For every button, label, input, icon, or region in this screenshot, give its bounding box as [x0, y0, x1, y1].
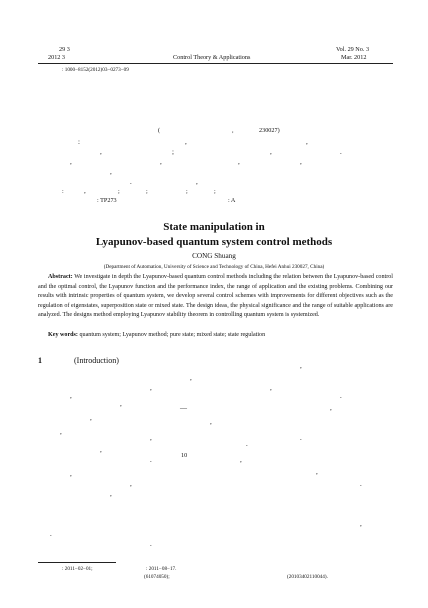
footnote-revised: : 2011−08−17. — [146, 566, 177, 572]
section-title: (Introduction) — [74, 356, 119, 365]
section-number: 1 — [38, 356, 42, 365]
cn-keywords-mark-0: : — [62, 188, 64, 195]
abstract-text: We investigate in depth the Lyapunov-based quantum control methods including the relation between the Lyapunov-based control and the optimal control, the Lyapunov function and the performance index, the range of application and the existing problems. Combining our results with intrinsic properties of quantum system, we develop several control schemes with improvements for different objectives such as the regulation of eigenstates, superposition state or mixed state. The design ideas, the physical significance and the range of suitable applications are analyzed. The designs method employing Lyapunov stability theorem in controlling quantum system is systemized. — [38, 274, 393, 319]
document-code: : A — [228, 197, 236, 204]
cn-keywords-mark-3: ; — [186, 188, 188, 195]
paper-page: 29 3 2012 3 Control Theory & Applications Vol. 29 No. 3 Mar. 2012 : 1000−8152(2012)03−0273−09 ( , 230027) : , , , ; , . , , , , , . , , : ; ; ; ; : TP273 : A State manipulation in Lyapunov-based quantum system control methods CONG Shuang (Department of Automation, University of Science and Technology of China, Hefei Anhui 230027, China) Abstract: We investigate in depth the Lyapunov-based quantum control methods including the relation between the Lyapunov-based control and the optimal control, the Lyapunov function and the performance index, the range of application and the existing problems. Combining our results with intrinsic properties of quantum system, we develop several control schemes with improvements for different objectives such as the regulation of eigenstates, superposition state or mixed state. The design ideas, the physical significance and the range of suitable applications are analyzed. The designs method employing Lyapunov stability theorem in controlling quantum system is systemized. Key words: quantum system; Lyapunov method; pure state; mixed state; state regulation 1 (Introduction) , , , , , . , — , , , , , . . , . , , , , . , , . . 10 : 2011−02−01; : 2011−08−17. (61074050); (20103402110044). — [0, 0, 428, 608]
abstract-label: Abstract: — [48, 274, 73, 280]
reference-number: 10 — [181, 452, 188, 459]
footnote-grant-1: (61074050); — [144, 574, 170, 580]
cn-keywords-mark-4: ; — [214, 188, 216, 195]
affiliation-cn-comma: , — [232, 127, 234, 134]
affiliation-cn-postcode: 230027) — [259, 127, 280, 134]
header-volume-cn: 29 3 — [59, 46, 70, 53]
title-line-1: State manipulation in — [163, 221, 265, 233]
header-journal-en: Control Theory & Applications — [173, 54, 251, 61]
keywords-text: quantum system; Lyapunov method; pure state; mixed state; state regulation — [79, 332, 266, 338]
header-volume-en: Vol. 29 No. 3 — [336, 46, 370, 53]
footnote-grant-2: (20103402110044). — [287, 574, 328, 580]
header-rule — [38, 63, 393, 64]
footnote-received: : 2011−02−01; — [62, 566, 93, 572]
title-line-2: Lyapunov-based quantum system control methods — [95, 236, 333, 248]
affiliation-en: (Department of Automation, University of Science and Technology of China, Hefei Anhui 230027, China) — [103, 264, 325, 270]
cn-keywords-mark-1: ; — [118, 188, 120, 195]
author: CONG Shuang — [192, 252, 236, 260]
cn-keywords-mark-2: ; — [146, 188, 148, 195]
keywords-label: Key words: — [48, 332, 78, 338]
header-date-en: Mar. 2012 — [341, 54, 367, 61]
clc-number: : TP273 — [97, 197, 117, 204]
footnote-rule — [38, 562, 116, 563]
header-year-cn: 2012 3 — [48, 54, 66, 61]
keywords — [38, 331, 393, 341]
article-id: : 1000−8152(2012)03−0273−09 — [62, 67, 129, 73]
abstract — [38, 273, 393, 321]
affiliation-cn-open: ( — [158, 127, 161, 134]
